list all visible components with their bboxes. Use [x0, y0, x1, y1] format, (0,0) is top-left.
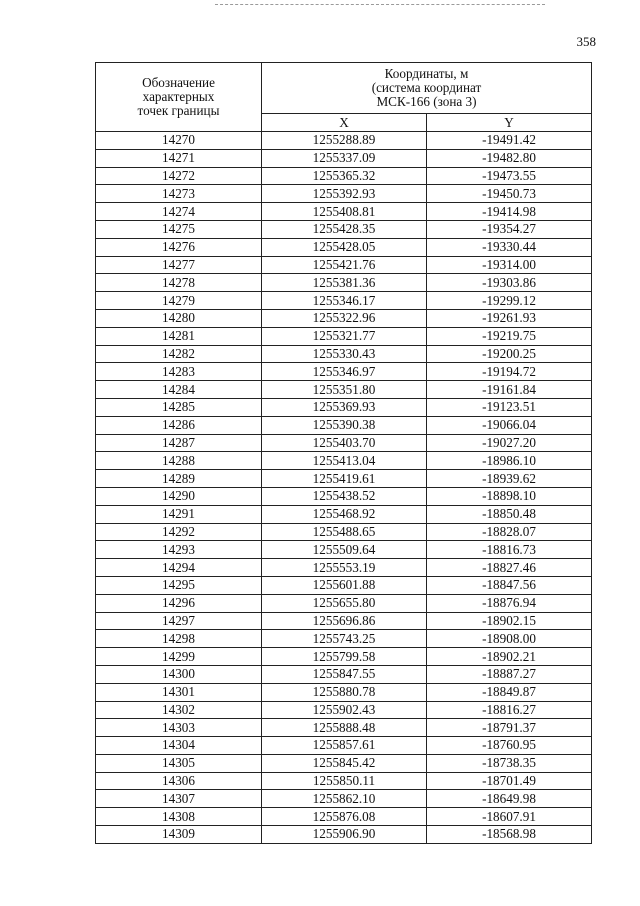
- x-cell: 1255365.32: [262, 167, 427, 185]
- x-cell: 1255468.92: [262, 505, 427, 523]
- x-cell: 1255906.90: [262, 826, 427, 844]
- x-cell: 1255369.93: [262, 398, 427, 416]
- header-x: X: [262, 114, 427, 132]
- table-row: [96, 309, 592, 327]
- table-row: [96, 523, 592, 541]
- table-row: [96, 737, 592, 755]
- point-cell: 14279: [96, 292, 262, 310]
- x-cell: 1255902.43: [262, 701, 427, 719]
- point-cell: 14281: [96, 327, 262, 345]
- point-cell: 14300: [96, 665, 262, 683]
- y-cell: -18898.10: [427, 487, 592, 505]
- table-row: [96, 452, 592, 470]
- y-cell: -19473.55: [427, 167, 592, 185]
- table-row: [96, 630, 592, 648]
- top-scan-rule: [215, 4, 545, 5]
- point-cell: 14283: [96, 363, 262, 381]
- y-cell: -19027.20: [427, 434, 592, 452]
- table-row: [96, 470, 592, 488]
- x-cell: 1255850.11: [262, 772, 427, 790]
- y-cell: -18828.07: [427, 523, 592, 541]
- y-cell: -18887.27: [427, 665, 592, 683]
- table-row: [96, 256, 592, 274]
- y-cell: -19161.84: [427, 381, 592, 399]
- point-cell: 14296: [96, 594, 262, 612]
- y-cell: -18849.87: [427, 683, 592, 701]
- y-cell: -19314.00: [427, 256, 592, 274]
- point-cell: 14292: [96, 523, 262, 541]
- table-row: [96, 648, 592, 666]
- x-cell: 1255351.80: [262, 381, 427, 399]
- table-row: [96, 701, 592, 719]
- table-row: [96, 719, 592, 737]
- point-cell: 14287: [96, 434, 262, 452]
- header-coords-line: МСК-166 (зона 3): [376, 94, 477, 109]
- table-row: [96, 505, 592, 523]
- point-cell: 14271: [96, 149, 262, 167]
- y-cell: -18876.94: [427, 594, 592, 612]
- table-row: [96, 327, 592, 345]
- x-cell: 1255408.81: [262, 203, 427, 221]
- header-coords-line: Координаты, м: [384, 66, 469, 81]
- x-cell: 1255655.80: [262, 594, 427, 612]
- table-row: [96, 487, 592, 505]
- x-cell: 1255888.48: [262, 719, 427, 737]
- x-cell: 1255392.93: [262, 185, 427, 203]
- point-cell: 14288: [96, 452, 262, 470]
- point-cell: 14297: [96, 612, 262, 630]
- table-row: [96, 220, 592, 238]
- y-cell: -18986.10: [427, 452, 592, 470]
- point-cell: 14307: [96, 790, 262, 808]
- y-cell: -19261.93: [427, 309, 592, 327]
- coordinates-table: [95, 62, 592, 844]
- point-cell: 14303: [96, 719, 262, 737]
- y-cell: -18568.98: [427, 826, 592, 844]
- point-cell: 14276: [96, 238, 262, 256]
- point-cell: 14293: [96, 541, 262, 559]
- y-cell: -18902.21: [427, 648, 592, 666]
- y-cell: -19303.86: [427, 274, 592, 292]
- x-cell: 1255553.19: [262, 559, 427, 577]
- table-row: [96, 665, 592, 683]
- y-cell: -19299.12: [427, 292, 592, 310]
- y-cell: -18760.95: [427, 737, 592, 755]
- header-point-label: [96, 63, 262, 132]
- point-cell: 14270: [96, 132, 262, 150]
- x-cell: 1255428.35: [262, 220, 427, 238]
- table-row: [96, 167, 592, 185]
- point-cell: 14280: [96, 309, 262, 327]
- y-cell: -18908.00: [427, 630, 592, 648]
- header-coords-line: (система координат: [371, 80, 482, 95]
- header-coords-label: [262, 63, 592, 114]
- point-cell: 14291: [96, 505, 262, 523]
- y-cell: -18607.91: [427, 808, 592, 826]
- table-row: [96, 594, 592, 612]
- table-row: [96, 398, 592, 416]
- table-row: [96, 132, 592, 150]
- table-row: [96, 274, 592, 292]
- y-cell: -18827.46: [427, 559, 592, 577]
- header-y: Y: [427, 114, 592, 132]
- y-cell: -19450.73: [427, 185, 592, 203]
- x-cell: 1255413.04: [262, 452, 427, 470]
- point-cell: 14285: [96, 398, 262, 416]
- y-cell: -18816.27: [427, 701, 592, 719]
- point-cell: 14301: [96, 683, 262, 701]
- y-cell: -18738.35: [427, 754, 592, 772]
- table-row: [96, 559, 592, 577]
- y-cell: -19194.72: [427, 363, 592, 381]
- y-cell: -18649.98: [427, 790, 592, 808]
- table-row: [96, 434, 592, 452]
- table-row: [96, 576, 592, 594]
- y-cell: -19491.42: [427, 132, 592, 150]
- x-cell: 1255601.88: [262, 576, 427, 594]
- header-point-line: Обозначение: [142, 75, 215, 90]
- point-cell: 14302: [96, 701, 262, 719]
- table-body: [96, 132, 592, 844]
- point-cell: 14289: [96, 470, 262, 488]
- x-cell: 1255438.52: [262, 487, 427, 505]
- point-cell: 14294: [96, 559, 262, 577]
- x-cell: 1255696.86: [262, 612, 427, 630]
- table-row: [96, 772, 592, 790]
- point-cell: 14309: [96, 826, 262, 844]
- x-cell: 1255321.77: [262, 327, 427, 345]
- x-cell: 1255509.64: [262, 541, 427, 559]
- y-cell: -19354.27: [427, 220, 592, 238]
- y-cell: -19200.25: [427, 345, 592, 363]
- x-cell: 1255403.70: [262, 434, 427, 452]
- table-row: [96, 149, 592, 167]
- x-cell: 1255488.65: [262, 523, 427, 541]
- point-cell: 14290: [96, 487, 262, 505]
- x-cell: 1255346.97: [262, 363, 427, 381]
- x-cell: 1255857.61: [262, 737, 427, 755]
- table-row: [96, 612, 592, 630]
- x-cell: 1255346.17: [262, 292, 427, 310]
- table-row: [96, 754, 592, 772]
- point-cell: 14286: [96, 416, 262, 434]
- table-row: [96, 683, 592, 701]
- point-cell: 14298: [96, 630, 262, 648]
- table-row: [96, 363, 592, 381]
- page-number: 358: [576, 34, 596, 49]
- y-cell: -18816.73: [427, 541, 592, 559]
- table-row: [96, 808, 592, 826]
- y-cell: -18701.49: [427, 772, 592, 790]
- point-cell: 14277: [96, 256, 262, 274]
- point-cell: 14299: [96, 648, 262, 666]
- x-cell: 1255862.10: [262, 790, 427, 808]
- y-cell: -18850.48: [427, 505, 592, 523]
- y-cell: -19066.04: [427, 416, 592, 434]
- x-cell: 1255421.76: [262, 256, 427, 274]
- point-cell: 14295: [96, 576, 262, 594]
- table-row: [96, 345, 592, 363]
- point-cell: 14274: [96, 203, 262, 221]
- x-cell: 1255337.09: [262, 149, 427, 167]
- table-row: [96, 238, 592, 256]
- x-cell: 1255288.89: [262, 132, 427, 150]
- y-cell: -18939.62: [427, 470, 592, 488]
- point-cell: 14272: [96, 167, 262, 185]
- x-cell: 1255322.96: [262, 309, 427, 327]
- y-cell: -18847.56: [427, 576, 592, 594]
- point-cell: 14308: [96, 808, 262, 826]
- table-row: [96, 185, 592, 203]
- x-cell: 1255381.36: [262, 274, 427, 292]
- header-point-line: точек границы: [137, 103, 220, 118]
- point-cell: 14278: [96, 274, 262, 292]
- point-cell: 14282: [96, 345, 262, 363]
- y-cell: -19482.80: [427, 149, 592, 167]
- table-row: [96, 416, 592, 434]
- table-row: [96, 292, 592, 310]
- y-cell: -19330.44: [427, 238, 592, 256]
- x-cell: 1255419.61: [262, 470, 427, 488]
- x-cell: 1255847.55: [262, 665, 427, 683]
- table-row: [96, 381, 592, 399]
- x-cell: 1255428.05: [262, 238, 427, 256]
- table-row: [96, 541, 592, 559]
- x-cell: 1255743.25: [262, 630, 427, 648]
- point-cell: 14306: [96, 772, 262, 790]
- table-row: [96, 203, 592, 221]
- y-cell: -19414.98: [427, 203, 592, 221]
- x-cell: 1255799.58: [262, 648, 427, 666]
- point-cell: 14305: [96, 754, 262, 772]
- x-cell: 1255330.43: [262, 345, 427, 363]
- y-cell: -18902.15: [427, 612, 592, 630]
- y-cell: -19123.51: [427, 398, 592, 416]
- header-point-line: характерных: [142, 89, 215, 104]
- point-cell: 14275: [96, 220, 262, 238]
- y-cell: -19219.75: [427, 327, 592, 345]
- y-cell: -18791.37: [427, 719, 592, 737]
- table-row: [96, 790, 592, 808]
- x-cell: 1255876.08: [262, 808, 427, 826]
- point-cell: 14284: [96, 381, 262, 399]
- point-cell: 14273: [96, 185, 262, 203]
- table-row: [96, 826, 592, 844]
- point-cell: 14304: [96, 737, 262, 755]
- x-cell: 1255880.78: [262, 683, 427, 701]
- x-cell: 1255845.42: [262, 754, 427, 772]
- x-cell: 1255390.38: [262, 416, 427, 434]
